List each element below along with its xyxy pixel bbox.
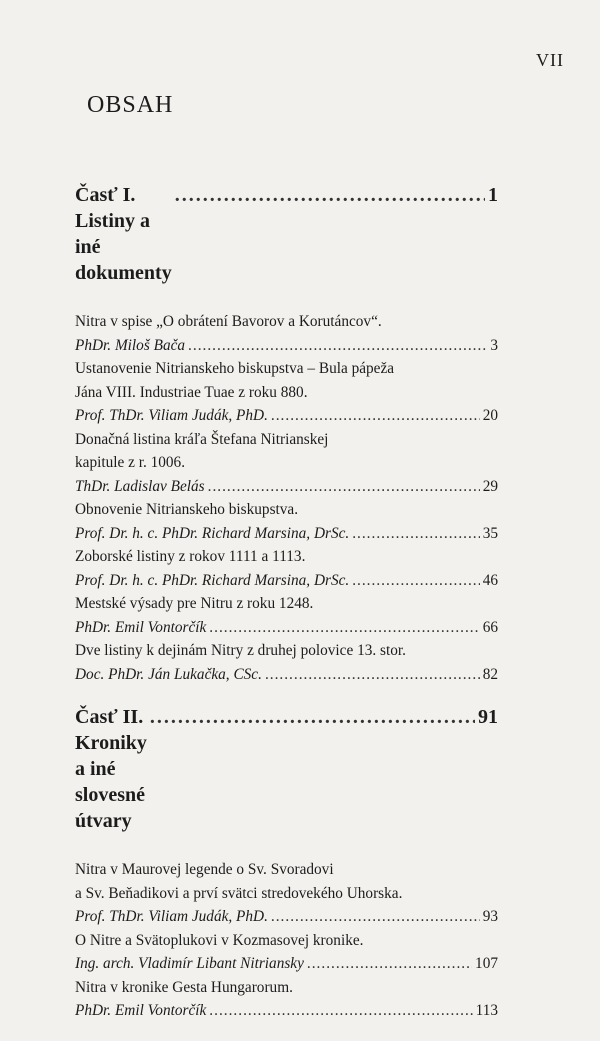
entry-author: Prof. ThDr. Viliam Judák, PhD.	[75, 407, 268, 424]
section-heading-text: Časť II. Kroniky a iné slovesné útvary	[75, 706, 147, 832]
toc-entry	[75, 858, 498, 929]
entry-title-line: Dve listiny k dejinám Nitry z druhej polovice 13. stor.	[75, 642, 406, 659]
entry-author: Prof. Dr. h. c. PhDr. Richard Marsina, DrSc.	[75, 571, 350, 589]
entry-author-line	[75, 522, 498, 546]
entry-author: Prof. Dr. h. c. PhDr. Richard Marsina, DrSc.	[75, 524, 350, 542]
toc-entry	[75, 357, 498, 428]
dot-leader	[352, 569, 480, 593]
entry-author: PhDr. Emil Vontorčík	[75, 1002, 207, 1019]
toc-entry	[75, 929, 498, 976]
table-of-contents	[75, 182, 498, 1041]
entry-author-line	[75, 334, 498, 358]
entry-page-number: 66	[482, 618, 498, 636]
entry-page-number: 35	[482, 524, 498, 542]
entry-page-number: 113	[475, 1002, 498, 1019]
entry-page-number: 82	[482, 665, 498, 683]
entry-title-line: kapitule z r. 1006.	[75, 454, 186, 471]
dot-leader	[209, 616, 479, 640]
entry-author-line	[75, 475, 498, 499]
section-heading	[75, 704, 498, 834]
dot-leader	[307, 952, 472, 976]
entry-list	[75, 310, 498, 686]
dot-leader	[352, 522, 480, 546]
entry-title-line: Jána VIII. Industriae Tuae z roku 880.	[75, 383, 308, 401]
entry-author-line	[75, 569, 498, 593]
toc-entry	[75, 310, 498, 357]
entry-title-line: O Nitre a Svätoplukovi v Kozmasovej kronike.	[75, 931, 364, 949]
entry-author-line	[75, 616, 498, 640]
entry-author-line	[75, 952, 498, 976]
entry-author: ThDr. Ladislav Belás	[75, 477, 205, 495]
toc-entry	[75, 428, 498, 499]
entry-page-number: 46	[482, 571, 498, 589]
entry-author-line	[75, 663, 498, 687]
dot-leader	[188, 334, 487, 358]
entry-title-line: Nitra v kronike Gesta Hungarorum.	[75, 978, 293, 996]
entry-page-number: 3	[490, 336, 498, 354]
entry-page-number: 93	[482, 908, 498, 925]
entry-author-line	[75, 999, 498, 1023]
section-heading	[75, 182, 498, 286]
entry-title-line: Obnovenie Nitrianskeho biskupstva.	[75, 501, 299, 518]
section-heading-text: Časť I. Listiny a iné dokumenty	[75, 184, 172, 284]
entry-author: PhDr. Miloš Bača	[75, 336, 186, 354]
entry-title-line: Nitra v spise „O obrátení Bavorov a Korutáncov“.	[75, 313, 382, 330]
entry-author: Ing. arch. Vladimír Libant Nitriansky	[75, 955, 304, 972]
dot-leader	[209, 999, 472, 1023]
dot-leader	[271, 404, 480, 428]
entry-title-line: Ustanovenie Nitrianskeho biskupstva – Bula pápeža	[75, 360, 395, 377]
toc-title: OBSAH	[87, 92, 174, 118]
toc-entry	[75, 639, 498, 686]
entry-author: PhDr. Emil Vontorčík	[75, 618, 207, 636]
entry-list	[75, 858, 498, 1023]
entry-title-line: Donačná listina kráľa Štefana Nitrianskej	[75, 430, 329, 448]
toc-entry	[75, 976, 498, 1023]
entry-title-line: Nitra v Maurovej legende o Sv. Svoradovi	[75, 861, 334, 878]
toc-entry	[75, 545, 498, 592]
dot-leader	[150, 704, 475, 730]
entry-author-line	[75, 905, 498, 929]
entry-page-number: 20	[482, 407, 498, 424]
entry-author: Prof. ThDr. Viliam Judák, PhD.	[75, 908, 268, 925]
dot-leader	[271, 905, 480, 929]
entry-page-number: 29	[482, 477, 498, 495]
section-page-number: 1	[488, 184, 498, 206]
toc-entry	[75, 498, 498, 545]
toc-entry	[75, 592, 498, 639]
dot-leader	[175, 182, 485, 208]
entry-author: Doc. PhDr. Ján Lukačka, CSc.	[75, 665, 262, 683]
entry-author-line	[75, 404, 498, 428]
dot-leader	[208, 475, 480, 499]
entry-title-line: Zoborské listiny z rokov 1111 a 1113.	[75, 548, 306, 565]
entry-title-line: Mestské výsady pre Nitru z roku 1248.	[75, 595, 314, 612]
section-page-number: 91	[478, 706, 498, 728]
entry-title-line: a Sv. Beňadikovi a prví svätci stredovekého Uhorska.	[75, 884, 403, 902]
page-number: VII	[536, 50, 564, 70]
dot-leader	[265, 663, 480, 687]
entry-page-number: 107	[475, 955, 498, 972]
